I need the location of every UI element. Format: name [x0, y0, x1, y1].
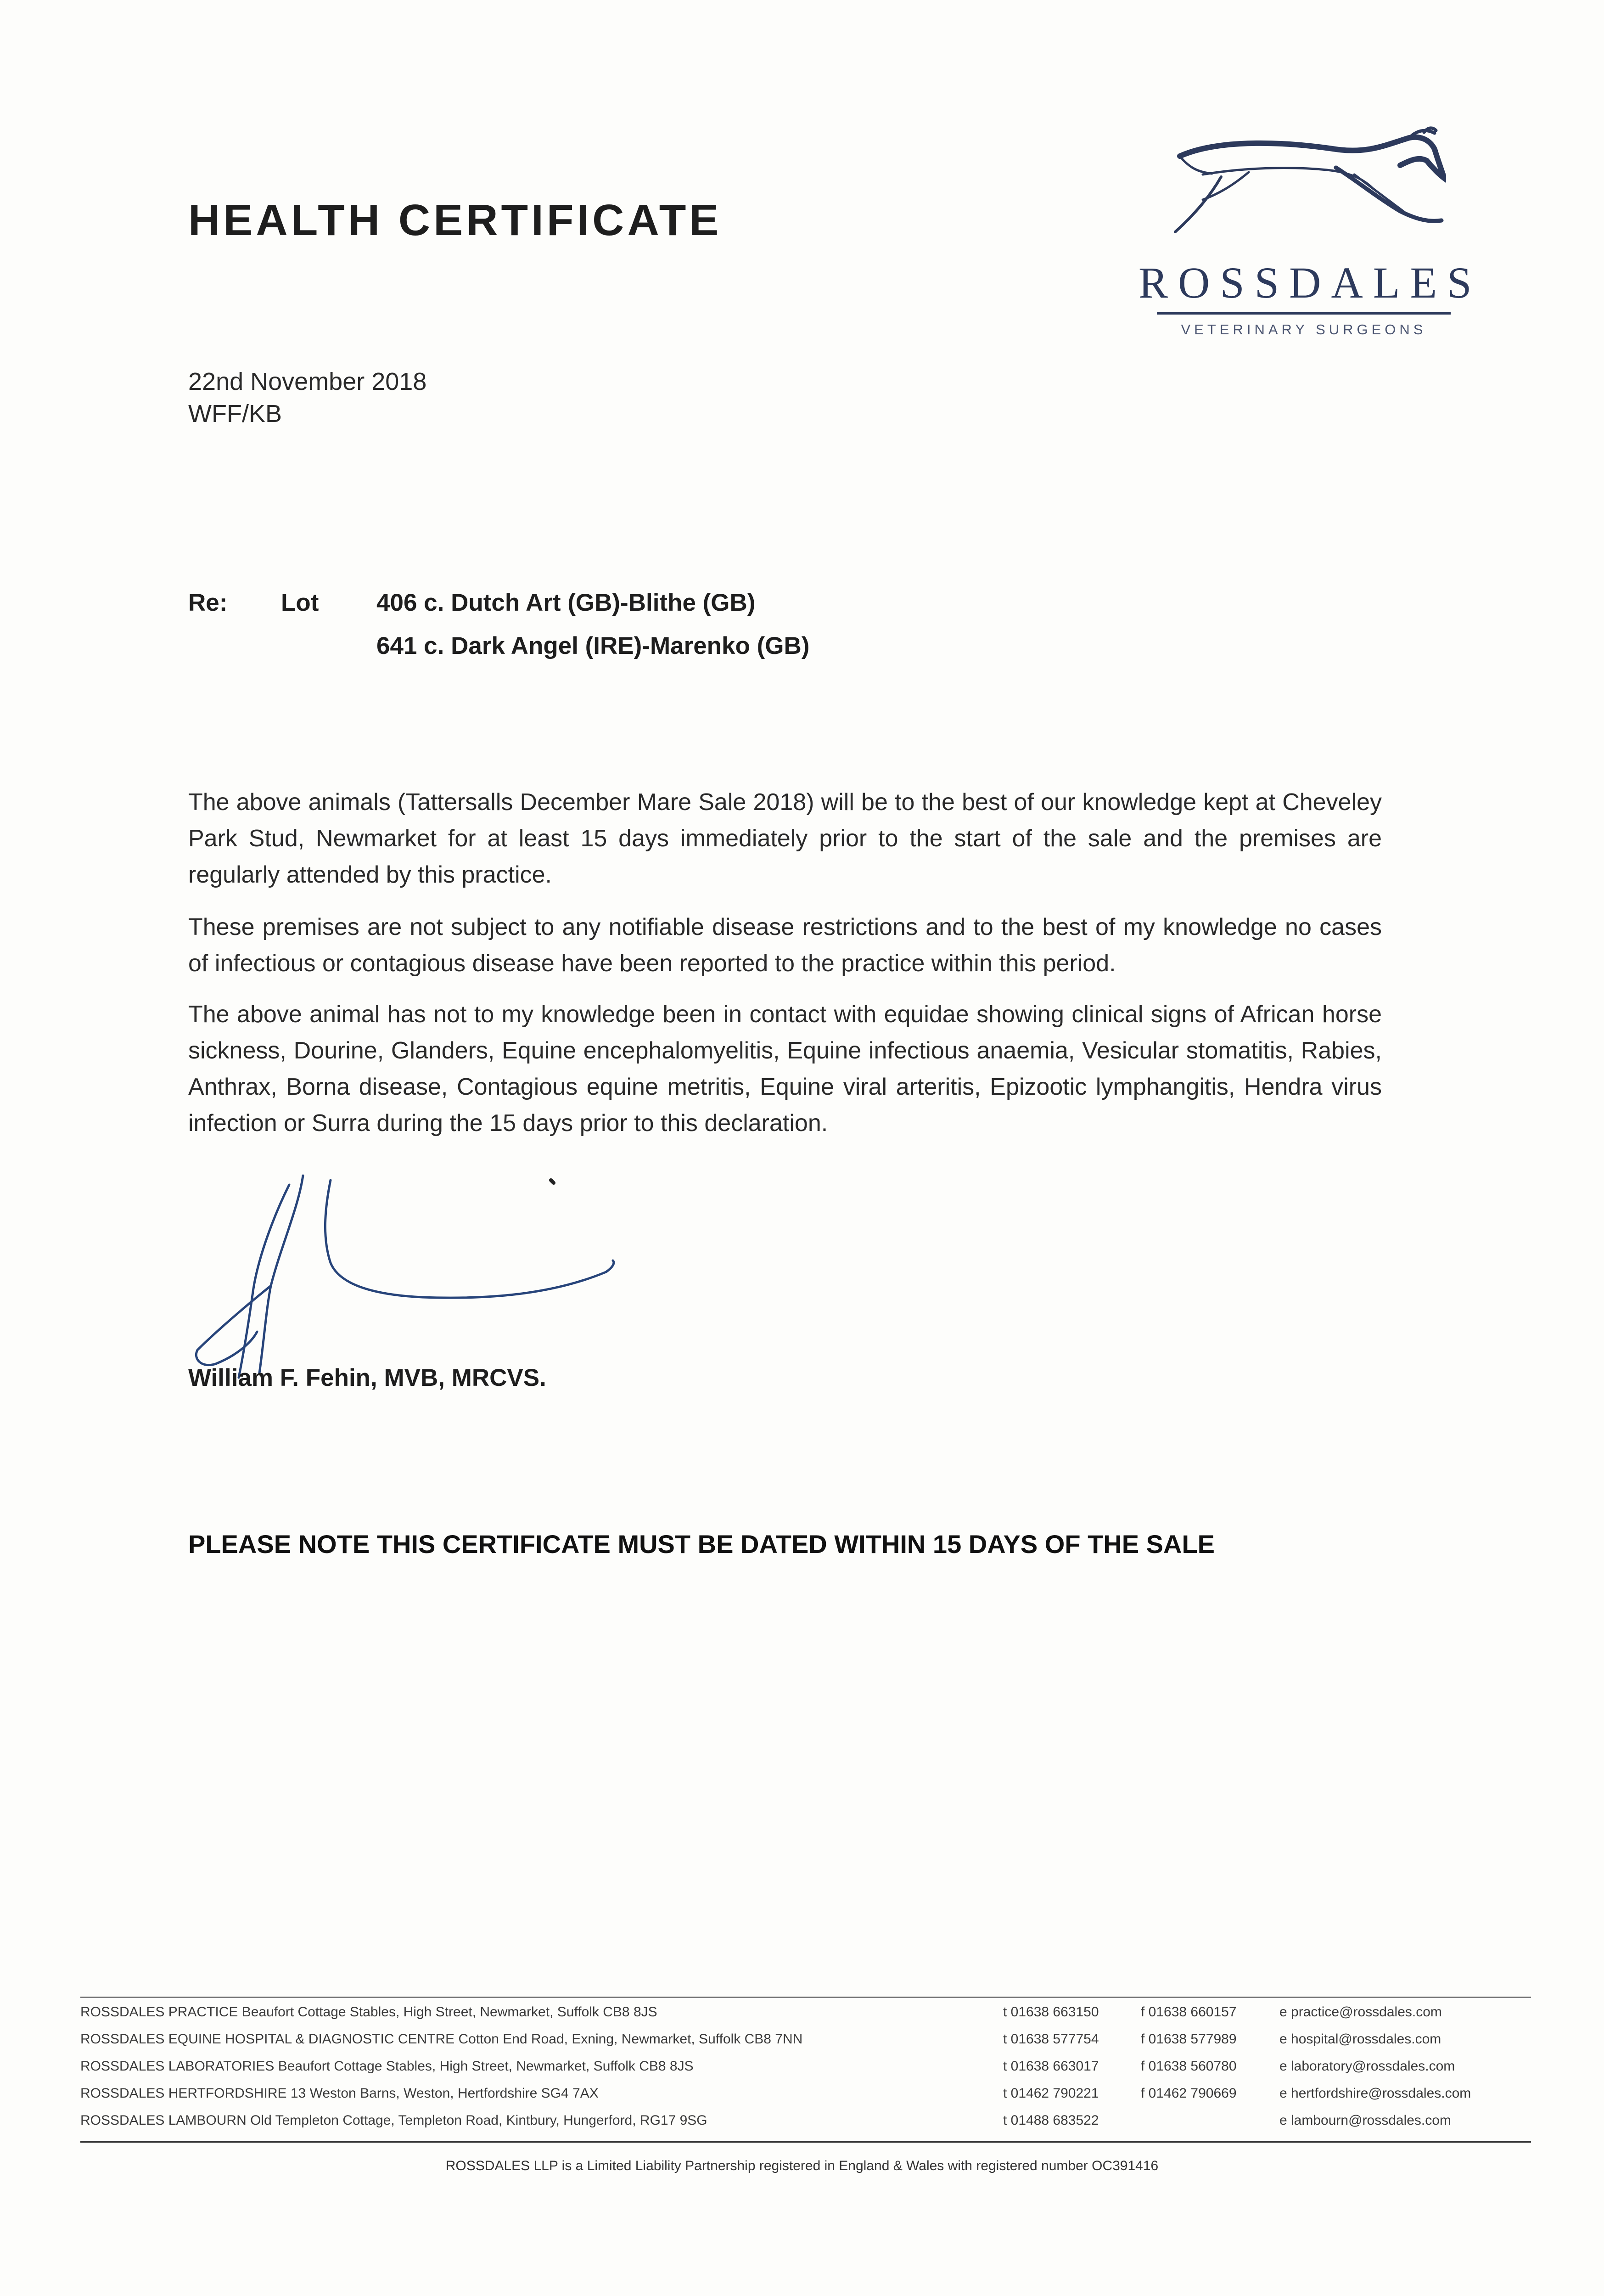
footer-office-row: [80, 2059, 1531, 2087]
office-fax: f 01638 660157: [1141, 2004, 1237, 2020]
office-email: e hertfordshire@rossdales.com: [1279, 2086, 1471, 2101]
office-telephone: t 01462 790221: [1003, 2086, 1099, 2101]
body-paragraph: The above animal has not to my knowledge been in contact with equidae showing clinical signs of African horse sickness, Dourine, Glanders, Equine encephalomyelitis, Equine infectious anaemia, Vesicular stomatitis, Rabies, Anthrax, Borna disease, Contagious equine metritis, Equine viral arteritis, Epizootic lymphangitis, Hendra virus infection or Surra during the 15 days prior to this declaration.: [188, 1001, 1382, 1137]
office-fax: f 01462 790669: [1141, 2086, 1237, 2101]
footer-office-row: [80, 2113, 1531, 2141]
horse-foreleg2-stroke: [1354, 174, 1409, 216]
office-address: ROSSDALES LAMBOURN Old Templeton Cottage, Templeton Road, Kintbury, Hungerford, RG17 9SG: [80, 2113, 707, 2128]
signer-name: William F. Fehin, MVB, MRCVS.: [188, 1364, 546, 1391]
handwritten-signature: [184, 1157, 624, 1396]
logo-wordmark: ROSSDALES: [1139, 258, 1482, 307]
legal-registration-text: ROSSDALES LLP is a Limited Liability Partnership registered in England & Wales with registered number OC391416: [445, 2158, 1159, 2173]
horse-belly-stroke: [1203, 168, 1373, 188]
footer-office-row: [80, 2004, 1531, 2033]
rossdales-logo: [1139, 124, 1482, 344]
letter-reference: WFF/KB: [188, 400, 282, 428]
office-email: e lambourn@rossdales.com: [1279, 2113, 1451, 2128]
lot-entry: 641 c. Dark Angel (IRE)-Marenko (GB): [376, 632, 810, 659]
office-fax: f 01638 560780: [1141, 2059, 1237, 2074]
lot-entry: 406 c. Dutch Art (GB)-Blithe (GB): [376, 589, 756, 616]
footer-office-row: [80, 2086, 1531, 2114]
office-telephone: t 01638 577754: [1003, 2032, 1099, 2047]
footer-divider: [80, 1997, 1531, 1998]
office-email: e laboratory@rossdales.com: [1279, 2059, 1455, 2074]
body-paragraph: The above animals (Tattersalls December Mare Sale 2018) will be to the best of our knowledge kept at Cheveley Park Stud, Newmarket for at least 15 days immediately prior to the start of the sale and the premises are regularly attended by this practice.: [188, 789, 1382, 888]
office-fax: f 01638 577989: [1141, 2032, 1237, 2047]
letter-date: 22nd November 2018: [188, 368, 427, 395]
office-telephone: t 01638 663017: [1003, 2059, 1099, 2074]
office-address: ROSSDALES PRACTICE Beaufort Cottage Stables, High Street, Newmarket, Suffolk CB8 8JS: [80, 2004, 657, 2020]
office-address: ROSSDALES EQUINE HOSPITAL & DIAGNOSTIC CENTRE Cotton End Road, Exning, Newmarket, Suffolk CB8 7NN: [80, 2032, 803, 2047]
office-email: e practice@rossdales.com: [1279, 2004, 1442, 2020]
office-address: ROSSDALES LABORATORIES Beaufort Cottage Stables, High Street, Newmarket, Suffolk CB8 8JS: [80, 2059, 694, 2074]
footer-office-row: [80, 2032, 1531, 2060]
office-address: ROSSDALES HERTFORDSHIRE 13 Weston Barns, Weston, Hertfordshire SG4 7AX: [80, 2086, 599, 2101]
office-email: e hospital@rossdales.com: [1279, 2032, 1441, 2047]
validity-notice: PLEASE NOTE THIS CERTIFICATE MUST BE DATED WITHIN 15 DAYS OF THE SALE: [188, 1530, 1215, 1559]
footer-divider: [80, 2141, 1531, 2143]
horse-tail-stroke: [1180, 156, 1212, 174]
re-label: Re:: [188, 589, 228, 616]
logo-subtitle: VETERINARY SURGEONS: [1181, 321, 1427, 338]
office-telephone: t 01488 683522: [1003, 2113, 1099, 2128]
document-title: HEALTH CERTIFICATE: [188, 196, 722, 245]
body-paragraph: These premises are not subject to any notifiable disease restrictions and to the best of my knowledge no cases of infectious or contagious disease have been reported to the practice within this period.: [188, 914, 1382, 977]
office-telephone: t 01638 663150: [1003, 2004, 1099, 2020]
galloping-horse-logo-icon: [1171, 124, 1446, 262]
logo-divider: [1157, 312, 1451, 315]
signature-dot: [551, 1180, 554, 1183]
horse-hindleg-stroke: [1175, 177, 1221, 232]
signature-stroke: [196, 1176, 613, 1378]
lot-label: Lot: [281, 589, 319, 616]
